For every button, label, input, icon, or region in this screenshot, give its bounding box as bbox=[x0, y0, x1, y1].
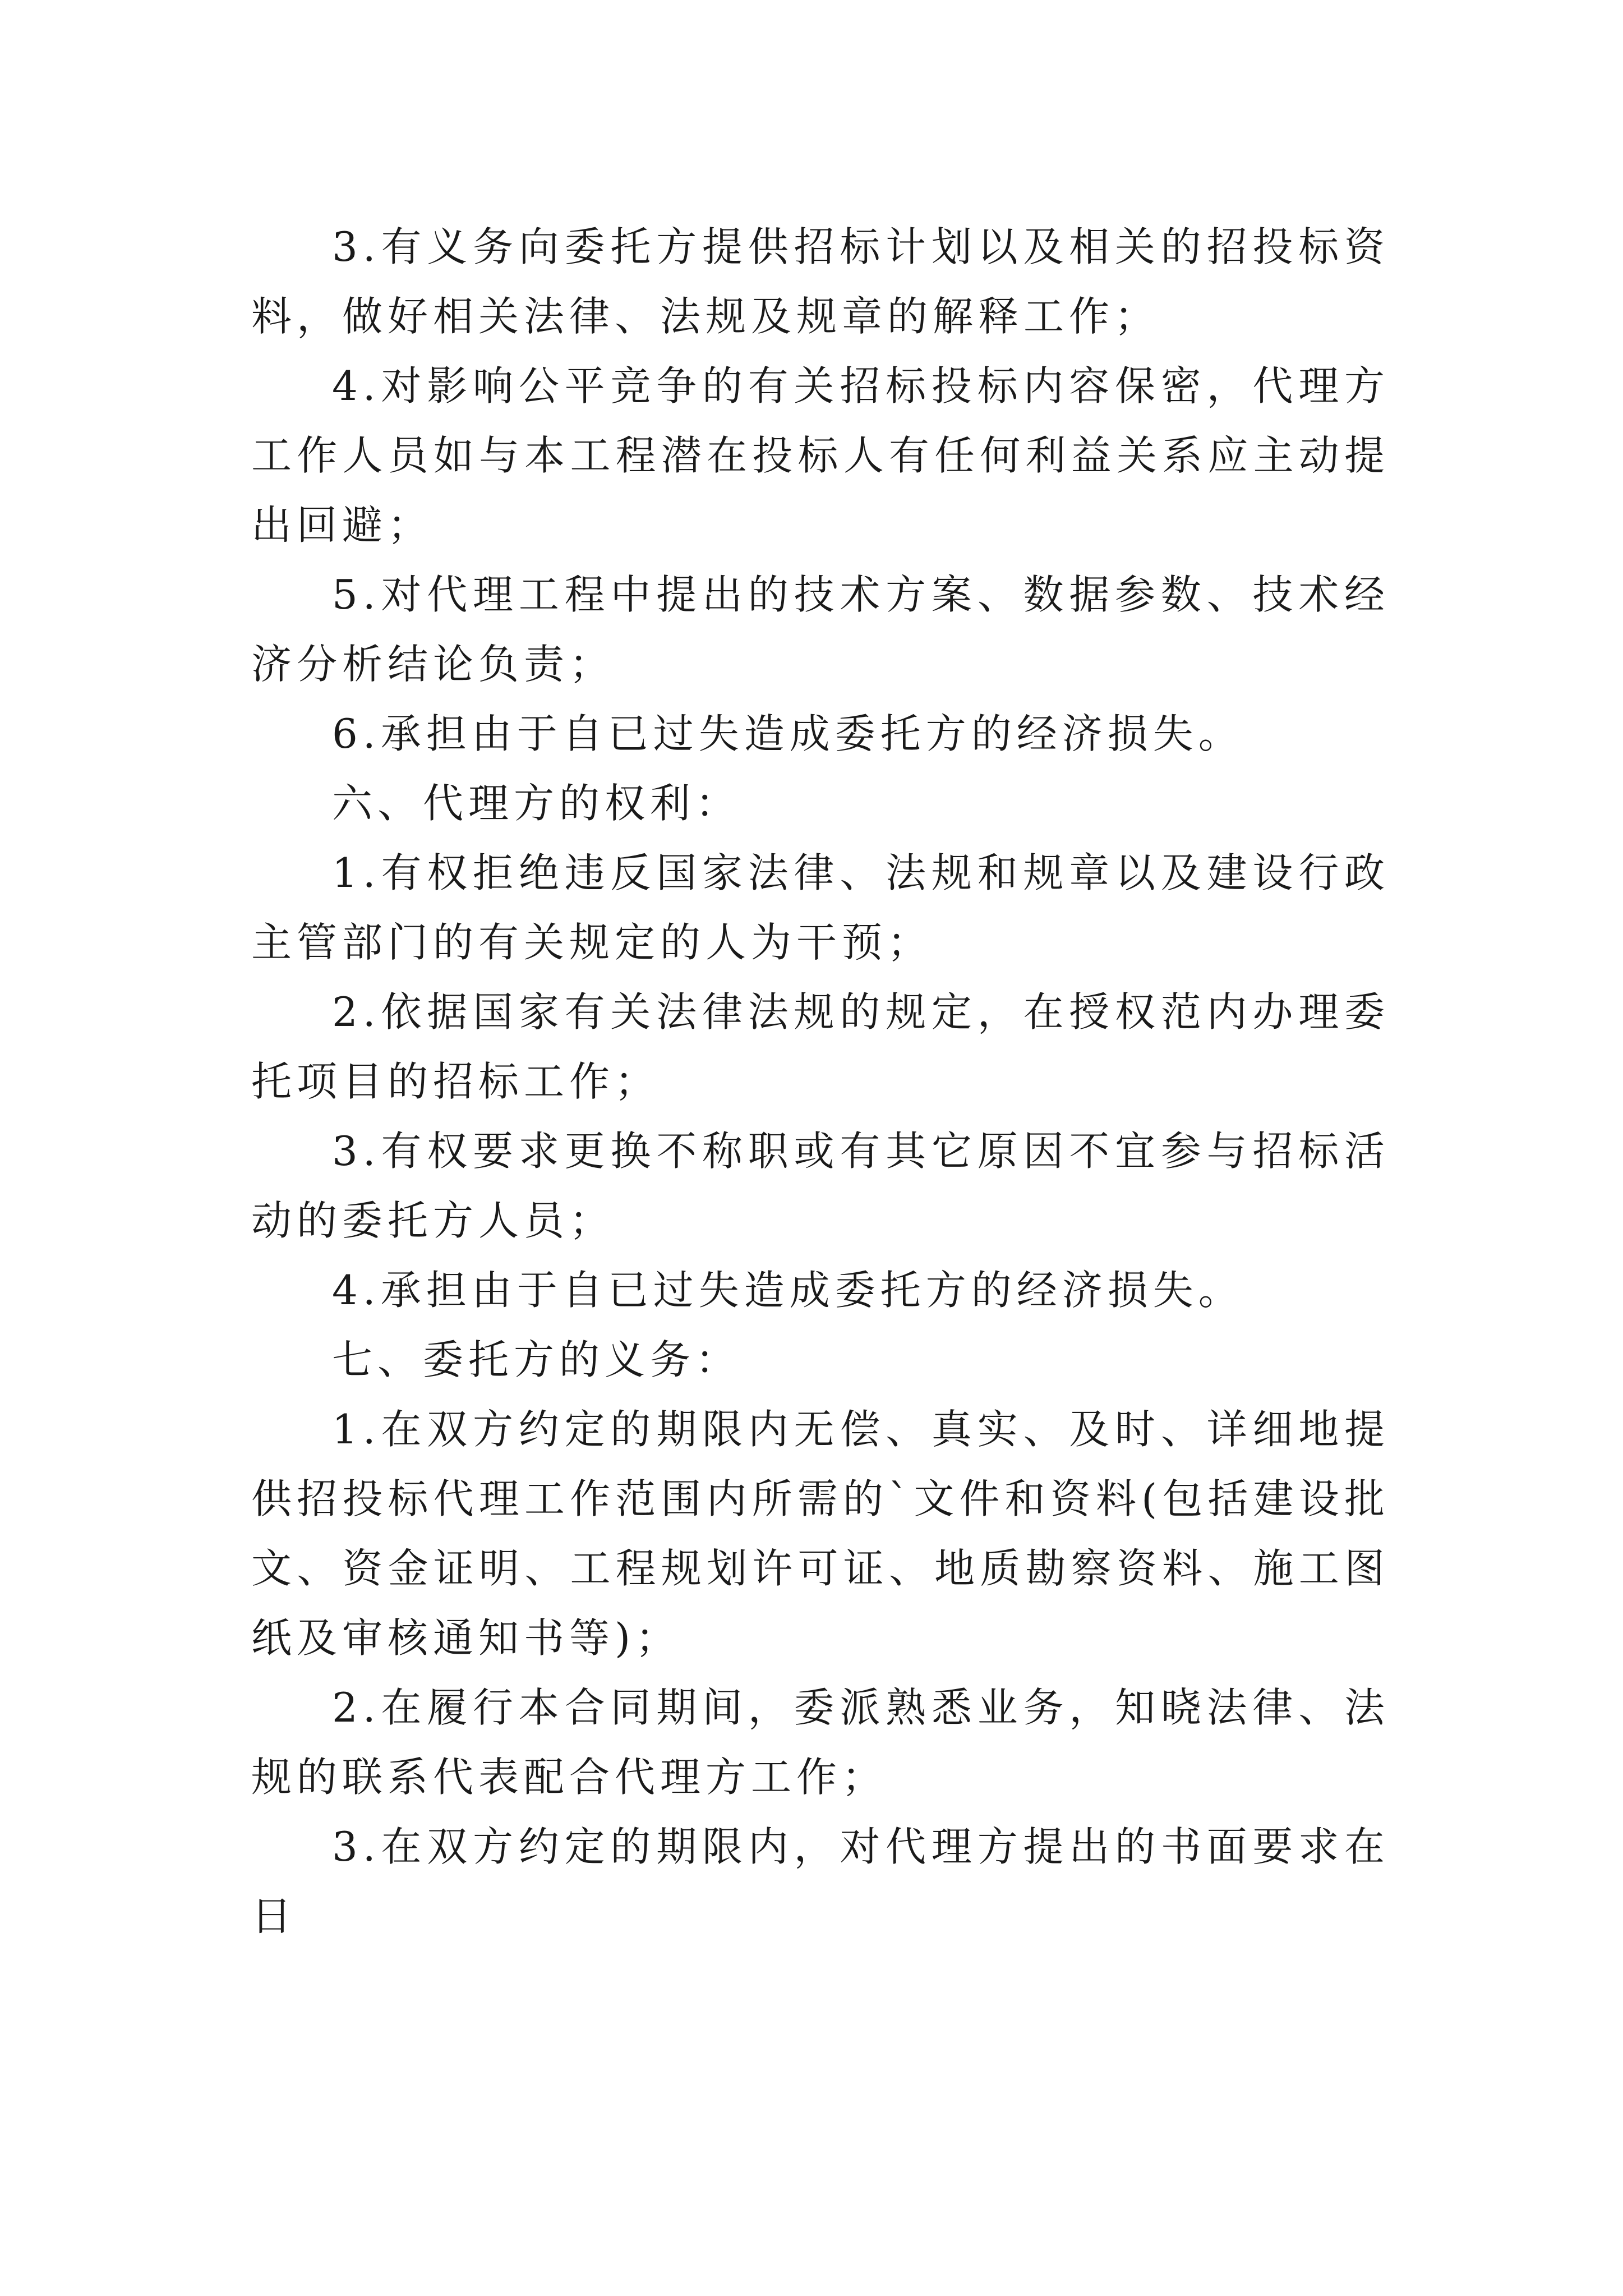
paragraph-agent-duty-6: 6.承担由于自已过失造成委托方的经济损失。 bbox=[332, 710, 1244, 757]
paragraph-agent-duty-5: 5.对代理工程中提出的技术方案、数据参数、技术经济分析结论负责； bbox=[251, 571, 1390, 688]
paragraph-agent-duty-3: 3.有义务向委托方提供招标计划以及相关的招投标资料，做好相关法律、法规及规章的解释工作； bbox=[251, 223, 1390, 340]
paragraph-client-duty-1: 1.在双方约定的期限内无偿、真实、及时、详细地提供招投标代理工作范围内所需的`文件和资料(包括建设批文、资金证明、工程规划许可证、地质勘察资料、施工图纸及审核通知书等)； bbox=[251, 1406, 1390, 1662]
paragraph-client-duty-2: 2.在履行本合同期间，委派熟悉业务，知晓法律、法规的联系代表配合代理方工作； bbox=[251, 1684, 1390, 1801]
paragraph-agent-right-2: 2.依据国家有关法律法规的规定，在授权范内办理委托项目的招标工作； bbox=[251, 988, 1390, 1105]
paragraph-client-duty-3: 3.在双方约定的期限内，对代理方提出的书面要求在日 bbox=[251, 1823, 1390, 1940]
document-body bbox=[251, 212, 1390, 1951]
section-heading-agent-rights: 六、代理方的权利： bbox=[332, 780, 741, 827]
paragraph-agent-right-3: 3.有权要求更换不称职或有其它原因不宜参与招标活动的委托方人员； bbox=[251, 1128, 1390, 1244]
paragraph-agent-duty-4: 4.对影响公平竞争的有关招标投标内容保密，代理方工作人员如与本工程潜在投标人有任何利益关系应主动提出回避； bbox=[251, 362, 1390, 549]
paragraph-agent-right-4: 4.承担由于自已过失造成委托方的经济损失。 bbox=[332, 1267, 1244, 1314]
section-heading-client-duties: 七、委托方的义务： bbox=[332, 1336, 741, 1383]
paragraph-agent-right-1: 1.有权拒绝违反国家法律、法规和规章以及建设行政主管部门的有关规定的人为干预； bbox=[251, 849, 1390, 966]
